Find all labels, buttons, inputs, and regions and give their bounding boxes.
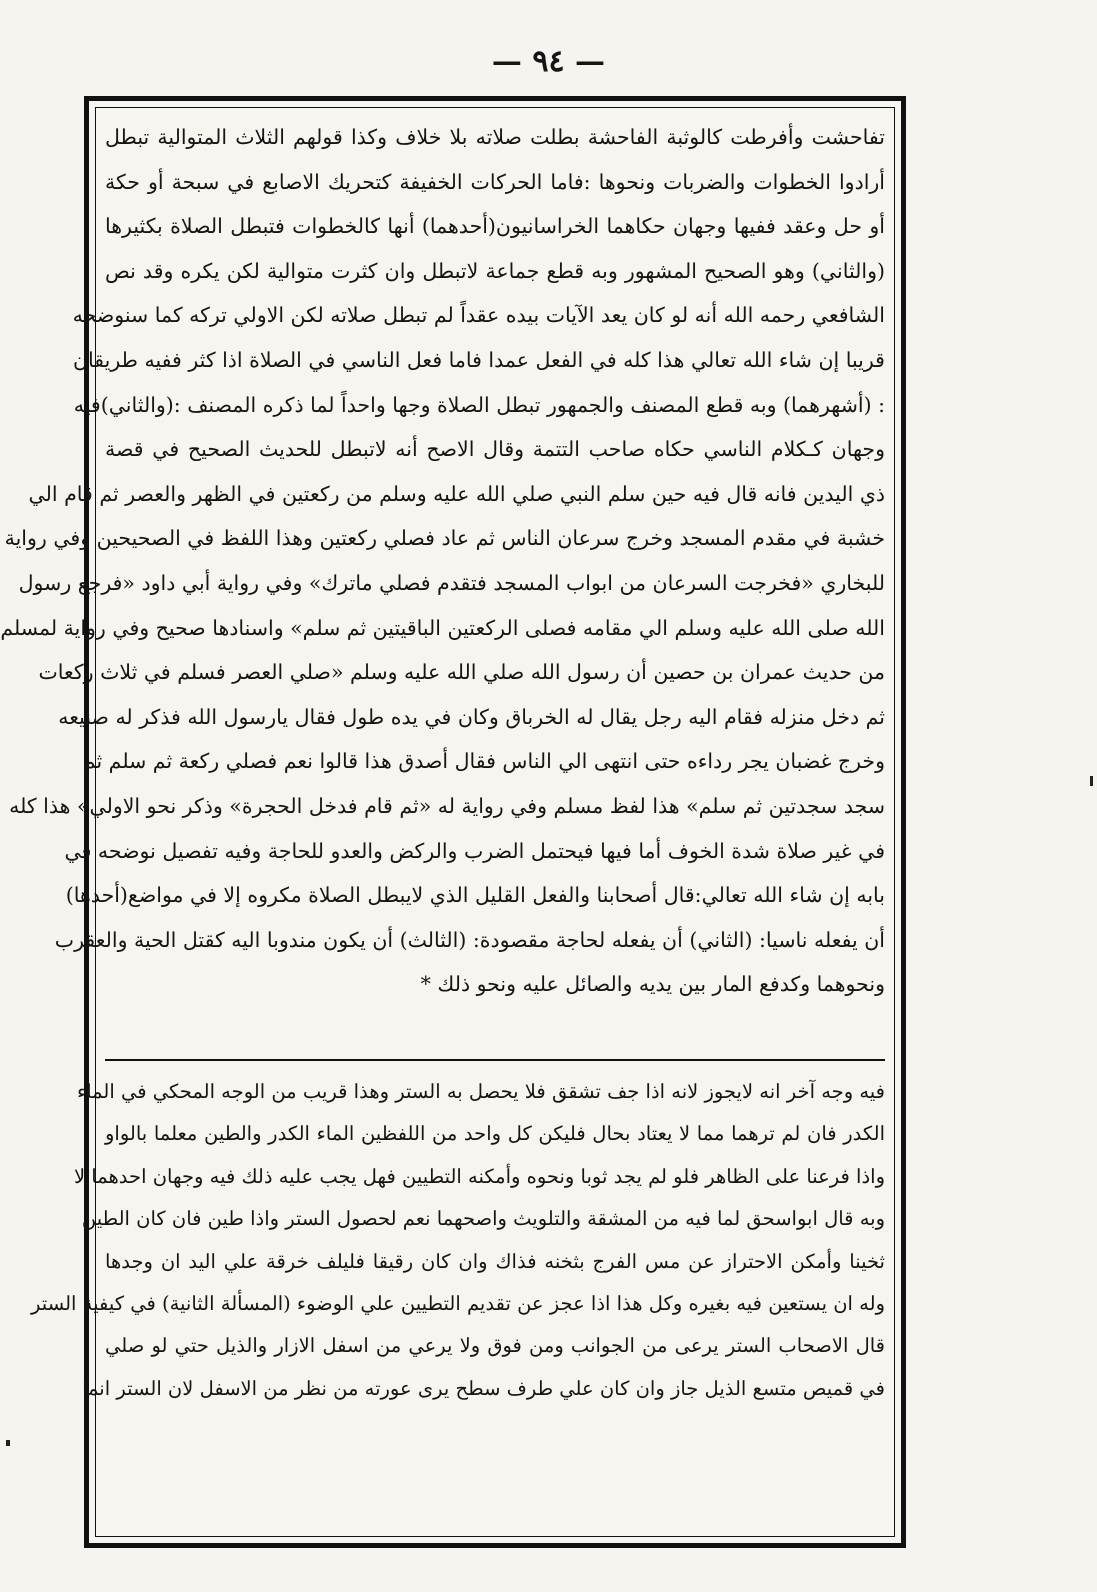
footnote-text-line: وبه قال ابواسحق لما فيه من المشقة والتلويث واصحهما نعم لحصول الستر واذا طين فان كان الطين [81,1207,885,1231]
main-text-line: ثم دخل منزله فقام اليه رجل يقال له الخرباق وكان في يده طول فقال يارسول الله فذكر له صنيعه [58,704,885,729]
footnote-text [31,1071,885,1410]
main-text-line: (والثاني) وهو الصحيح المشهور وبه قطع جماعة لاتبطل وان كثرت متوالية لكن يكره وقد نص [105,258,885,283]
footnote-text-line: الكدر فان لم ترهما مما لا يعتاد بحال فليكن كل واحد من اللفظين الماء الكدر والطين معلما بالواو [105,1122,885,1146]
footnote-text-line: قال الاصحاب الستر يرعى من الجوانب ومن فوق ولا يرعي من اسفل الازار والذيل حتي لو صلي [105,1334,885,1358]
main-text-line: الشافعي رحمه الله أنه لو كان يعد الآيات بيده عقداً لم تبطل صلاته لكن الاولي تركه كما سنوضحه [72,303,885,328]
main-text-line: خشبة في مقدم المسجد وخرج سرعان الناس ثم عاد فصلي ركعتين وهذا اللفظ في الصحيحين وفي رواية [4,526,885,551]
main-text-line: في غير صلاة شدة الخوف أما فيها فيحتمل الضرب والركض والعدو للحاجة وفيه تفصيل نوضحه في [64,838,885,863]
footnote-separator [105,1059,885,1061]
main-text-line: ونحوهما وكدفع المار بين يديه والصائل عليه ونحو ذلك * [420,972,885,997]
main-text-line: أرادوا الخطوات والضربات ونحوها :فاما الحركات الخفيفة كتحريك الاصابع في سبحة أو حكة [105,169,885,194]
footnote-text-line: في قميص متسع الذيل جاز وان كان علي طرف سطح يرى عورته من نظر من الاسفل لان الستر انما [82,1376,885,1400]
footnote-text-line: فيه وجه آخر انه لايجوز لانه اذا جف تشقق فلا يحصل به الستر وهذا قريب من الوجه المحكي في الماء [77,1080,885,1103]
main-text-line: بابه إن شاء الله تعالي:قال أصحابنا والفعل القليل الذي لايبطل الصلاة مكروه إلا في مواضع(أحدها) [65,883,885,908]
footnote-text-line: ثخينا وأمكن الاحتراز عن مس الفرج بثخنه فذاك وان كان رقيقا فليلف خرقة علي اليد ان وجدها [105,1249,885,1273]
main-text-line: ذي اليدين فانه قال فيه حين سلم النبي صلي الله عليه وسلم من ركعتين في الظهر والعصر ثم قام الي [28,481,885,506]
footnote-text-line: وله ان يستعين فيه بغيره وكل هذا اذا عجز عن تقديم التطيين علي الوضوء (المسألة الثانية) في كيفية الستر [31,1291,885,1315]
main-text-line: وجهان كـكلام الناسي حكاه صاحب التتمة وقال الاصح أنه لاتبطل للحديث الصحيح في قصة [105,437,885,462]
main-text-line: وخرج غضبان يجر رداءه حتى انتهى الي الناس فقال أصدق هذا قالوا نعم فصلي ركعة ثم سلم ثم [82,749,885,774]
margin-speck [6,1440,10,1446]
main-text [0,115,885,1007]
main-text-line: سجد سجدتين ثم سلم» هذا لفظ مسلم وفي رواية له «ثم قام فدخل الحجرة» وذكر نحو الاولي» هذا كله [9,793,885,818]
main-text-line: : (أشهرهما) وبه قطع المصنف والجمهور تبطل الصلاة وجها واحداً لما ذكره المصنف :(والثاني)فيه [73,392,885,417]
main-text-line: قريبا إن شاء الله تعالي هذا كله في الفعل عمدا فاما فعل الناسي في الصلاة اذا كثر ففيه طريقان [72,347,885,372]
main-text-line: أو حل وعقد ففيها وجهان حكاهما الخراسانيون(أحدهما) أنها كالخطوات فتبطل الصلاة بكثيرها [105,214,885,239]
page-frame [0,96,906,1548]
main-text-line: للبخاري «فخرجت السرعان من ابواب المسجد فتقدم فصلي ماترك» وفي رواية أبي داود «فرجع رسول [18,570,885,595]
footnote-text-line: واذا فرعنا على الظاهر فلو لم يجد ثوبا ونحوه وأمكنه التطيين فهل يجب عليه ذلك فيه وجهان احدهما لا [73,1164,885,1188]
main-text-line: من حديث عمران بن حصين أن رسول الله صلي الله عليه وسلم «صلي العصر فسلم في ثلاث ركعات [38,660,885,685]
margin-speck [1090,776,1093,786]
main-text-line: الله صلى الله عليه وسلم الي مقامه فصلى الركعتين الباقيتين ثم سلم» واسنادها صحيح وفي رواية لمسلم [0,615,885,640]
main-text-line: تفاحشت وأفرطت كالوثبة الفاحشة بطلت صلاته بلا خلاف وكذا قولهم الثلاث المتوالية تبطل [105,125,885,149]
page-number: — ٩٤ — [491,44,606,79]
main-text-line: أن يفعله ناسيا: (الثاني) أن يفعله لحاجة مقصودة: (الثالث) أن يكون مندوبا اليه كقتل الحية والعقرب [54,927,885,952]
